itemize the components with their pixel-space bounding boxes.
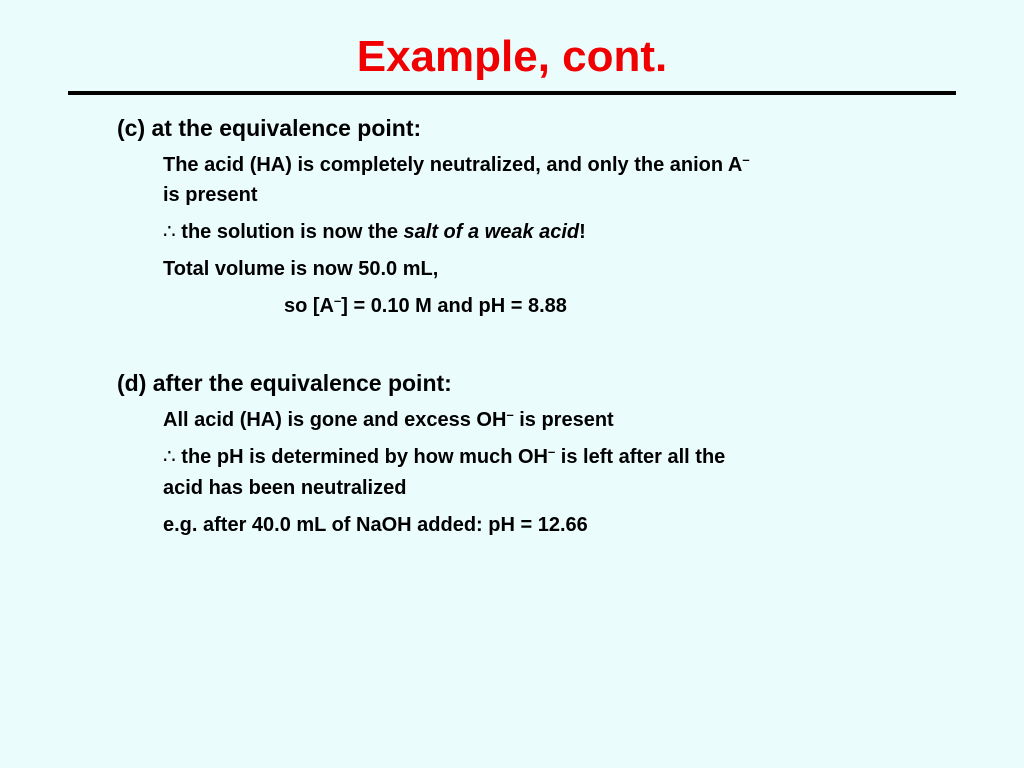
slide-title: Example, cont.	[356, 32, 668, 81]
section-c-line1-text: The acid (HA) is completely neutralized, and only the anion A	[163, 154, 743, 176]
section-d-line1	[163, 408, 614, 434]
section-c-line2	[163, 220, 586, 245]
section-c-line4	[284, 294, 567, 320]
section-d-line2	[163, 445, 725, 471]
section-d-line1-end: is present	[513, 409, 614, 431]
section-c-line4-result: ] = 0.10 M and pH = 8.88	[341, 295, 567, 317]
section-d-line1-text: All acid (HA) is gone and excess OH	[163, 409, 507, 431]
therefore-symbol: ∴	[163, 221, 176, 243]
section-c-line4-text: so [A	[284, 295, 334, 317]
section-c-line1	[163, 153, 750, 179]
section-c-line2-end: !	[579, 221, 586, 243]
section-d-line3: e.g. after 40.0 mL of NaOH added: pH = 12.66	[163, 514, 588, 536]
section-c-line1-continued: is present	[163, 184, 258, 206]
section-d-heading: (d) after the equivalence point:	[117, 370, 452, 396]
section-d-line2-text: the pH is determined by how much OH	[175, 446, 548, 468]
therefore-symbol: ∴	[163, 446, 176, 468]
section-d-line2-end: is left after all the	[555, 446, 726, 468]
section-c-heading: (c) at the equivalence point:	[117, 115, 422, 141]
section-d-line2-continued: acid has been neutralized	[163, 477, 407, 499]
hydroxide-charge-superscript: –	[506, 407, 514, 422]
anion-charge-superscript: –	[742, 152, 750, 167]
hydroxide-charge-superscript: –	[548, 444, 556, 459]
section-c-line2-text: the solution is now the	[175, 221, 404, 243]
section-c-line3: Total volume is now 50.0 mL,	[163, 258, 439, 280]
section-c-line2-emphasis: salt of a weak acid	[403, 221, 580, 243]
title-divider	[68, 91, 956, 95]
anion-charge-superscript: –	[334, 293, 342, 308]
